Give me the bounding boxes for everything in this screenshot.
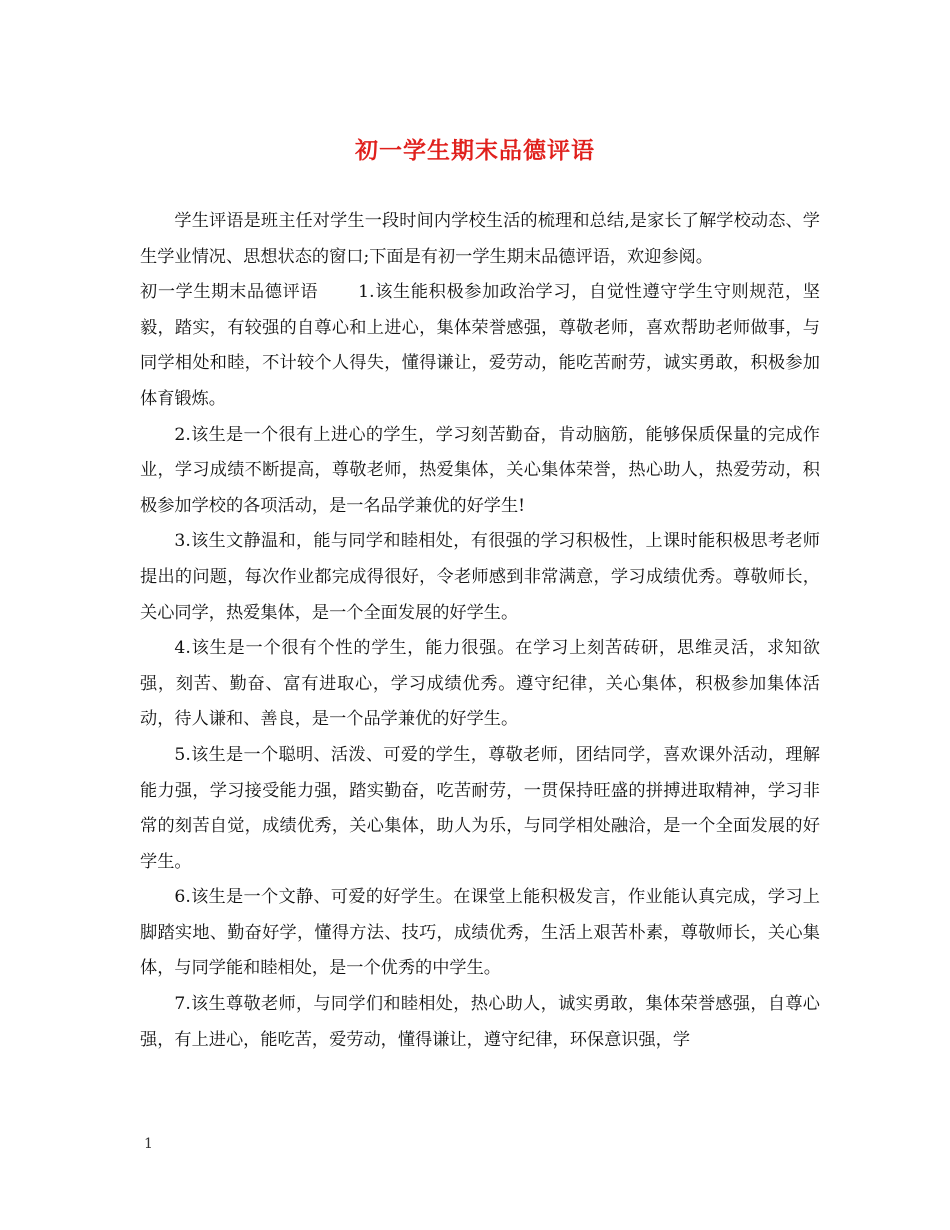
document-body — [140, 204, 820, 1058]
intro-paragraph: 学生评语是班主任对学生一段时间内学校生活的梳理和总结,是家长了解学校动态、学生学业情况、思想状态的窗口;下面是有初一学生期末品德评语，欢迎参阅。 — [140, 211, 820, 267]
section-label: 初一学生期末品德评语 — [140, 282, 319, 303]
document-title: 初一学生期末品德评语 — [355, 137, 595, 164]
comment-text-1: 1.该生能积极参加政治学习，自觉性遵守学生守则规范，坚毅，踏实，有较强的自尊心和上进心，集体荣誉感强，尊敬老师，喜欢帮助老师做事，与同学相处和睦，不计较个人得失，懂得谦让，爱劳动，能吃苦耐劳，诚实勇敢，积极参加体育锻炼。 — [140, 282, 820, 409]
comment-paragraph-1 — [140, 275, 820, 417]
comment-paragraph-3: 3.该生文静温和，能与同学和睦相处，有很强的学习积极性，上课时能积极思考老师提出的问题，每次作业都完成得很好，令老师感到非常满意，学习成绩优秀。尊敬师长，关心同学，热爱集体，是一个全面发展的好学生。 — [140, 531, 820, 623]
comment-paragraph-5: 5.该生是一个聪明、活泼、可爱的学生，尊敬老师，团结同学，喜欢课外活动，理解能力强，学习接受能力强，踏实勤奋，吃苦耐劳，一贯保持旺盛的拼搏进取精神，学习非常的刻苦自觉，成绩优秀，关心集体，助人为乐，与同学相处融洽，是一个全面发展的好学生。 — [140, 744, 820, 872]
comment-paragraph-2: 2.该生是一个很有上进心的学生，学习刻苦勤奋，肯动脑筋，能够保质保量的完成作业，学习成绩不断提高，尊敬老师，热爱集体，关心集体荣誉，热心助人，热爱劳动，积极参加学校的各项活动，是一名品学兼优的好学生! — [140, 424, 820, 516]
comment-paragraph-4: 4.该生是一个很有个性的学生，能力很强。在学习上刻苦砖研，思维灵活，求知欲强，刻苦、勤奋、富有进取心，学习成绩优秀。遵守纪律，关心集体，积极参加集体活动，待人谦和、善良，是一个品学兼优的好学生。 — [140, 638, 820, 730]
comment-paragraph-7: 7.该生尊敬老师，与同学们和睦相处，热心助人，诚实勇敢，集体荣誉感强，自尊心强，有上进心，能吃苦，爱劳动，懂得谦让，遵守纪律，环保意识强，学 — [140, 994, 820, 1050]
comment-paragraph-6: 6.该生是一个文静、可爱的好学生。在课堂上能积极发言，作业能认真完成，学习上脚踏实地、勤奋好学，懂得方法、技巧，成绩优秀，生活上艰苦朴素，尊敬师长，关心集体，与同学能和睦相处，是一个优秀的中学生。 — [140, 887, 820, 979]
page-number: 1 — [144, 1136, 153, 1152]
